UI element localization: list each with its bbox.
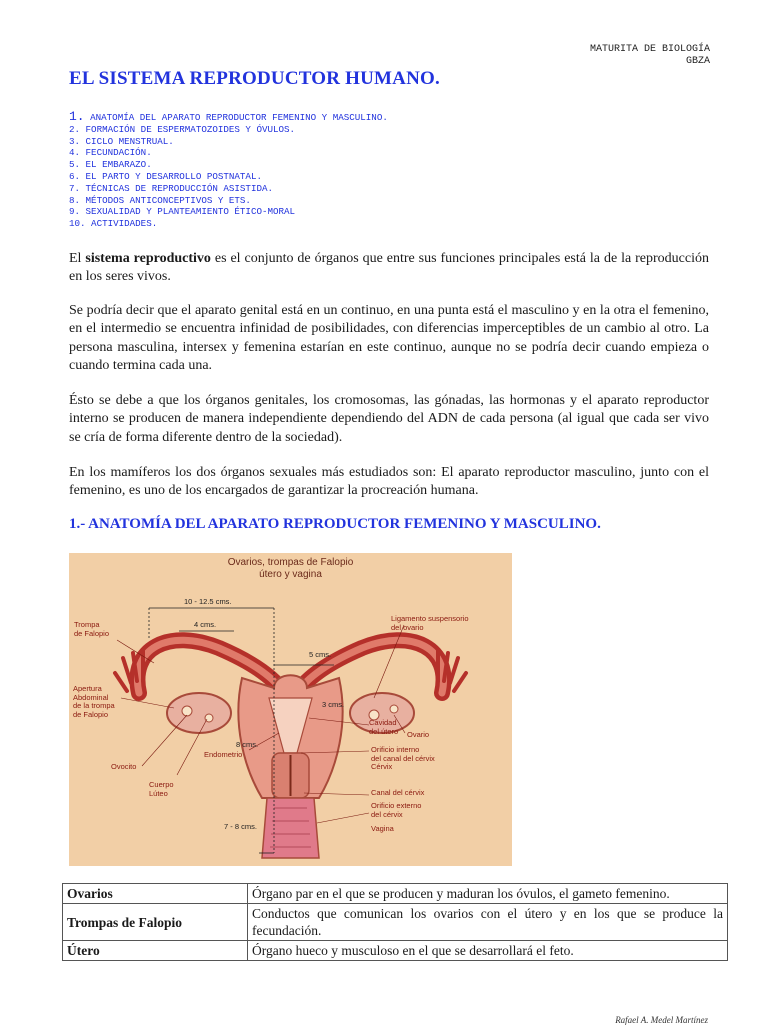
toc-item[interactable]: [69, 171, 388, 183]
bold-term: sistema reproductivo: [85, 251, 211, 266]
genetics-paragraph: Ésto se debe a que los órganos genitales, los cromosomas, las gónadas, las hormonas y el aparato reproductor interno se producen de manera independiente dependiendo del ADN de cada persona (al igual que cada ser vivo se cría de forma diferente dentro de la sociedad).: [69, 393, 709, 445]
label-ligamento: Ligamento suspensorio del ovario: [391, 614, 469, 632]
figure-title: [69, 557, 512, 581]
table-row: [63, 941, 728, 961]
table-term: Ovarios: [63, 884, 248, 904]
toc-number: 4.: [69, 147, 81, 159]
organ-definitions-table: [62, 883, 728, 961]
label-cavidad: Cavidad del útero: [369, 718, 399, 736]
anatomy-illustration: [69, 553, 512, 866]
toc-number: 3.: [69, 135, 81, 147]
paragraph-text: El: [69, 251, 86, 266]
toc-text: EL PARTO Y DESARROLLO POSTNATAL.: [80, 170, 262, 182]
toc-text: FECUNDACIÓN.: [80, 147, 152, 159]
toc-item[interactable]: [69, 147, 388, 159]
label-orificio-externo: Orificio externo del cérvix: [371, 801, 422, 819]
measure-label: 10 - 12.5 cms.: [184, 597, 232, 606]
measure-label: 5 cms.: [309, 650, 332, 659]
continuum-paragraph: Se podría decir que el aparato genital está en un continuo, en una punta está el masculino y en la otra el femenino, en el intermedio se encuentra infinidad de posibilidades, con diferencias imperceptibles de un cambio al otro. La persona masculina, intersex y femenina estarían en este continuo, aunque no se podría decir cuando empieza o cuando termina cada una.: [69, 303, 709, 373]
toc-number: 8.: [69, 194, 81, 206]
table-row: [63, 884, 728, 904]
figure-title-line: Ovarios, trompas de Falopio: [227, 557, 354, 568]
page-footer: Rafael A. Medel Martínez: [615, 1015, 708, 1025]
label-endometrio: Endometrio: [204, 750, 243, 759]
page-title: EL SISTEMA REPRODUCTOR HUMANO.: [69, 68, 440, 89]
toc-item[interactable]: [69, 111, 388, 124]
figure-title-line: útero y vagina: [259, 569, 322, 580]
label-ovario: Ovario: [407, 730, 430, 739]
toc-item[interactable]: [69, 195, 388, 207]
toc-text: FORMACIÓN DE ESPERMATOZOIDES Y ÓVULOS.: [80, 123, 296, 135]
section-heading: 1.- ANATOMÍA DEL APARATO REPRODUCTOR FEMENINO Y MASCULINO.: [69, 516, 601, 532]
toc-number: 10.: [69, 218, 86, 230]
measure-label: 7 - 8 cms.: [224, 822, 257, 831]
toc-number: 6.: [69, 170, 81, 182]
table-term: Trompas de Falopio: [63, 904, 248, 941]
label-vagina: Vagina: [371, 824, 394, 833]
table-term: Útero: [63, 941, 248, 961]
header-code: GBZA: [685, 56, 710, 67]
toc-item[interactable]: [69, 124, 388, 136]
toc-text: ACTIVIDADES.: [85, 218, 158, 230]
label-ovocito: Ovocito: [111, 762, 137, 771]
toc-item[interactable]: [69, 218, 388, 230]
toc-number: 2.: [69, 123, 81, 135]
label-apertura: Apertura Abdominal de la trompa de Falopio: [73, 684, 115, 719]
label-orificio-interno: Orificio interno del canal del cérvix Cérvix: [371, 745, 435, 771]
toc-item[interactable]: [69, 183, 388, 195]
table-definition: Órgano hueco y musculoso en el que se desarrollará el feto.: [248, 941, 728, 961]
left-follicle: [182, 706, 192, 716]
toc-number: 5.: [69, 159, 81, 171]
table-row: [63, 904, 728, 941]
toc-text: TÉCNICAS DE REPRODUCCIÓN ASISTIDA.: [80, 182, 274, 194]
toc-number: 9.: [69, 206, 81, 218]
toc-text: ANATOMÍA DEL APARATO REPRODUCTOR FEMENINO Y MASCULINO.: [84, 112, 388, 123]
mammals-paragraph: En los mamíferos los dos órganos sexuales más estudiados son: El aparato reproductor masculino, junto con el femenino, es uno de los encargados de garantizar la procreación humana.: [69, 465, 709, 499]
toc-item[interactable]: [69, 159, 388, 171]
toc-text: EL EMBARAZO.: [80, 159, 152, 171]
toc-text: MÉTODOS ANTICONCEPTIVOS Y ETS.: [80, 194, 251, 206]
vagina-shape: [262, 798, 319, 858]
toc-number: 7.: [69, 182, 81, 194]
measure-label: 3 cms.: [322, 700, 345, 709]
label-trompa: Trompa de Falopio: [74, 620, 110, 638]
measure-label: 4 cms.: [194, 620, 217, 629]
female-anatomy-figure: [69, 553, 512, 866]
intro-paragraph: [69, 250, 709, 287]
toc-number: 1.: [69, 109, 85, 124]
label-canal: Canal del cérvix: [371, 788, 425, 797]
toc-item[interactable]: [69, 206, 388, 218]
table-definition: Conductos que comunican los ovarios con el útero y en los que se produce la fecundación.: [248, 904, 728, 941]
toc-item[interactable]: [69, 136, 388, 148]
table-definition: Órgano par en el que se producen y maduran los óvulos, el gameto femenino.: [248, 884, 728, 904]
table-of-contents: [69, 111, 388, 230]
label-cuerpo-luteo: Cuerpo Lúteo: [149, 780, 174, 798]
toc-text: CICLO MENSTRUAL.: [80, 135, 174, 147]
header-subject: MATURITA DE BIOLOGÍA: [589, 44, 710, 55]
right-follicle: [390, 705, 398, 713]
document-header: [590, 44, 710, 68]
paragraph-text: es el conjunto de órganos que entre sus funciones principales está la de la reproducción en los seres vivos.: [69, 251, 709, 285]
measure-label: 8 cms.: [236, 740, 259, 749]
toc-text: SEXUALIDAD Y PLANTEAMIENTO ÉTICO-MORAL: [80, 206, 296, 218]
